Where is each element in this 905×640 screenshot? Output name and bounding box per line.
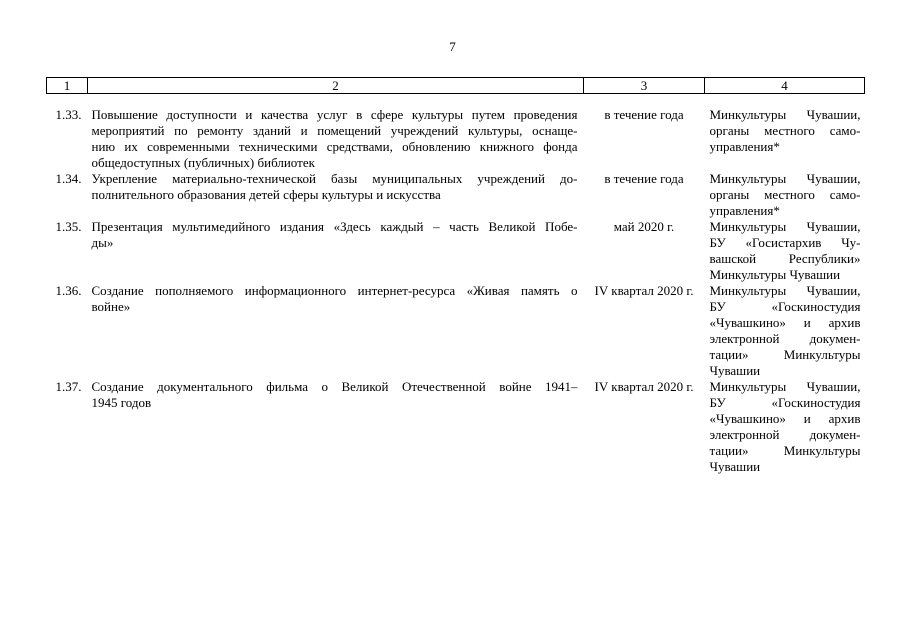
row-description: [88, 171, 584, 219]
executor-line: Минкультуры Чувашии,: [709, 219, 861, 234]
executor-line: органы местного само-: [709, 123, 861, 138]
executor-line: БУ «Госкиностудия: [709, 299, 861, 314]
row-term: май 2020 г.: [613, 219, 675, 234]
executor-line: управления*: [709, 203, 780, 218]
executor-line: Минкультуры Чувашии,: [709, 283, 861, 298]
executor-line: вашской Республики»: [709, 251, 861, 266]
description-line: войне»: [91, 299, 131, 314]
executor-line: Минкультуры Чувашии: [709, 267, 841, 282]
description-line: полнительного образования детей сферы культуры и искусства: [91, 187, 441, 202]
executor-line: БУ «Госкиностудия: [709, 395, 861, 410]
description-line: Создание документального фильма о Великой Отечественной войне 1941–: [91, 379, 578, 394]
column-header-3: 3: [584, 78, 705, 94]
row-term: в течение года: [604, 171, 684, 186]
table-row: [47, 107, 865, 171]
description-line: 1945 годов: [91, 395, 152, 410]
row-description: [88, 283, 584, 379]
table-body: [47, 94, 865, 476]
row-number: 1.34.: [55, 171, 82, 186]
executor-line: тации» Минкультуры: [709, 347, 861, 362]
table-header-row: [47, 78, 865, 94]
description-line: Создание пополняемого информационного интернет-ресурса «Живая память о: [91, 283, 578, 298]
action-plan-table: [46, 77, 865, 475]
executor-line: Чувашии: [709, 363, 761, 378]
row-term: IV квартал 2020 г.: [594, 283, 694, 298]
row-executors: [705, 107, 865, 171]
column-header-2: 2: [88, 78, 584, 94]
description-line: мероприятий по ремонту зданий и помещений учреждений культуры, оснаще-: [91, 123, 578, 138]
description-line: общедоступных (публичных) библиотек: [91, 155, 315, 170]
row-description: [88, 379, 584, 475]
row-number: 1.33.: [55, 107, 82, 122]
executor-line: Минкультуры Чувашии,: [709, 107, 861, 122]
row-number: 1.36.: [55, 283, 82, 298]
row-number: 1.35.: [55, 219, 82, 234]
executor-line: «Чувашкино» и архив: [709, 315, 861, 330]
description-line: нию их современными техническими средствами, обновлению книжного фонда: [91, 139, 578, 154]
executor-line: БУ «Госистархив Чу-: [709, 235, 861, 250]
executor-line: «Чувашкино» и архив: [709, 411, 861, 426]
executor-line: электронной докумен-: [709, 331, 861, 346]
row-number: 1.37.: [55, 379, 82, 394]
description-line: Укрепление материально-технической базы муниципальных учреждений до-: [91, 171, 578, 186]
row-term: в течение года: [604, 107, 684, 122]
executor-line: тации» Минкультуры: [709, 443, 861, 458]
executor-line: Чувашии: [709, 459, 761, 474]
column-header-1: 1: [47, 78, 88, 94]
description-line: Повышение доступности и качества услуг в сфере культуры путем проведения: [91, 107, 578, 122]
row-term: IV квартал 2020 г.: [594, 379, 694, 394]
executor-line: электронной докумен-: [709, 427, 861, 442]
row-executors: [705, 219, 865, 283]
description-line: ды»: [91, 235, 114, 250]
executor-line: Минкультуры Чувашии,: [709, 171, 861, 186]
row-executors: [705, 379, 865, 475]
table-row: [47, 379, 865, 475]
row-description: [88, 219, 584, 283]
row-executors: [705, 171, 865, 219]
executor-line: органы местного само-: [709, 187, 861, 202]
description-line: Презентация мультимедийного издания «Здесь каждый – часть Великой Побе-: [91, 219, 578, 234]
table-row: [47, 171, 865, 219]
column-header-4: 4: [705, 78, 865, 94]
executor-line: Минкультуры Чувашии,: [709, 379, 861, 394]
row-executors: [705, 283, 865, 379]
page-number: 7: [449, 39, 456, 54]
table-row: [47, 219, 865, 283]
executor-line: управления*: [709, 139, 780, 154]
row-description: [88, 107, 584, 171]
table-row: [47, 283, 865, 379]
